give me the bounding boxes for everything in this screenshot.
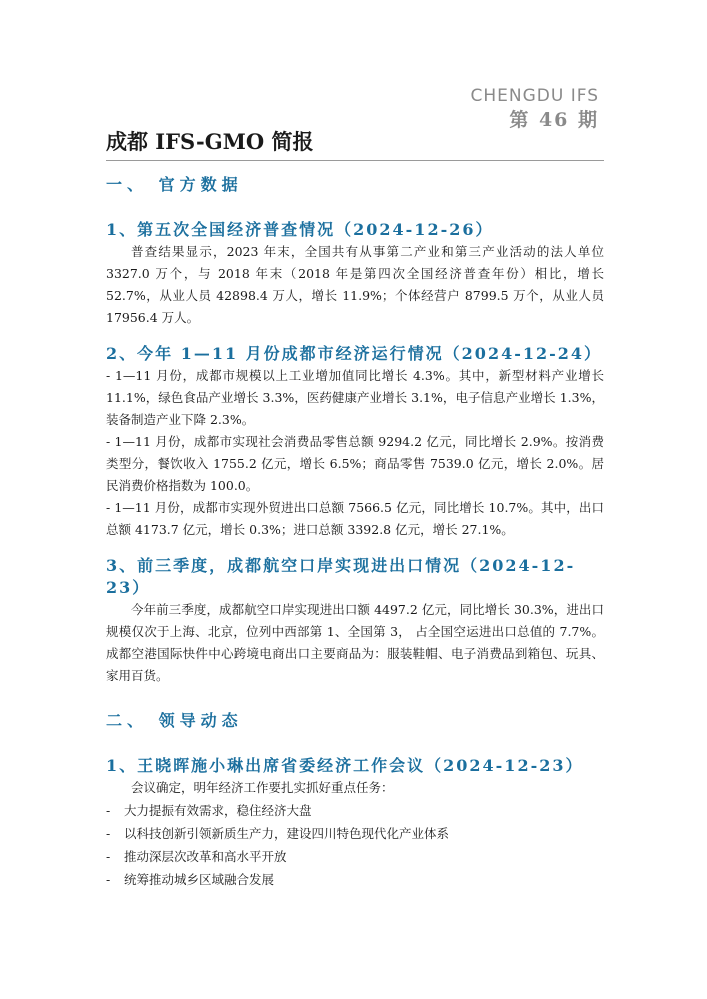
brand-label: CHENGDU IFS <box>470 86 599 106</box>
list-item-text: 大力提振有效需求，稳住经济大盘 <box>124 803 312 818</box>
paragraph-trade: - 1—11 月份，成都市实现外贸进出口总额 7566.5 亿元，同比增长 10.7%。其中，出口总额 4173.7 亿元，增长 0.3%；进口总额 3392.8 亿元，增长 27.1%。 <box>106 500 604 537</box>
item-title-economic-conference: 1、王晓晖施小琳出席省委经济工作会议（2024-12-23） <box>106 756 584 775</box>
item-title-census: 1、第五次全国经济普查情况（2024-12-26） <box>106 220 494 239</box>
document-body <box>106 171 604 891</box>
paragraph-census: 普查结果显示，2023 年末，全国共有从事第二产业和第三产业活动的法人单位 3327.0 万个，与 2018 年末（2018 年是第四次全国经济普查年份）相比，增长 52.7%，从业人员 42898.4 万人，增长 11.9%；个体经营户 8799.5 万个，从业人员 17956.4 万人。 <box>106 244 604 325</box>
item-title-air-port: 3、前三季度，成都航空口岸实现进出口情况（2024-12-23） <box>106 556 576 597</box>
section-heading-leadership: 二、 领导动态 <box>106 711 243 730</box>
header-divider <box>106 160 604 161</box>
list-item: - 推动深层次改革和高水平开放 <box>106 845 604 868</box>
list-item: - 统筹推动城乡区域融合发展 <box>106 868 604 891</box>
list-item-text: 统筹推动城乡区域融合发展 <box>124 872 275 887</box>
task-list <box>106 799 604 891</box>
paragraph-consumption: - 1—11 月份，成都市实现社会消费品零售总额 9294.2 亿元，同比增长 2.9%。按消费类型分，餐饮收入 1755.2 亿元，增长 6.5%；商品零售 7539.0 亿元，增长 2.0%。居民消费价格指数为 100.0。 <box>106 434 604 493</box>
section-heading-official-data: 一、 官方数据 <box>106 175 243 194</box>
list-item: - 以科技创新引领新质生产力，建设四川特色现代化产业体系 <box>106 822 604 845</box>
list-item-text: 推动深层次改革和高水平开放 <box>124 849 287 864</box>
paragraph-industry: - 1—11 月份，成都市规模以上工业增加值同比增长 4.3%。其中，新型材料产业增长 11.1%，绿色食品产业增长 3.3%，医药健康产业增长 3.1%，电子信息产业增长 1.3%，装备制造产业下降 2.3%。 <box>106 368 604 427</box>
page-title: 成都 IFS-GMO 简报 <box>106 129 314 154</box>
paragraph-conference-intro: 会议确定，明年经济工作要扎实抓好重点任务： <box>131 780 394 795</box>
list-item-text: 以科技创新引领新质生产力，建设四川特色现代化产业体系 <box>124 826 450 841</box>
list-item: - 大力提振有效需求，稳住经济大盘 <box>106 799 604 822</box>
paragraph-air-port: 今年前三季度，成都航空口岸实现进出口额 4497.2 亿元，同比增长 30.3%，进出口规模仅次于上海、北京，位列中西部第 1、全国第 3， 占全国空运进出口总值的 7.7%。成都空港国际快件中心跨境电商出口主要商品为：服装鞋帽、电子消费品到箱包、玩具、家用百货。 <box>106 602 604 683</box>
item-title-chengdu-economy: 2、今年 1—11 月份成都市经济运行情况（2024-12-24） <box>106 344 603 363</box>
issue-number: 第 46 期 <box>509 109 599 131</box>
